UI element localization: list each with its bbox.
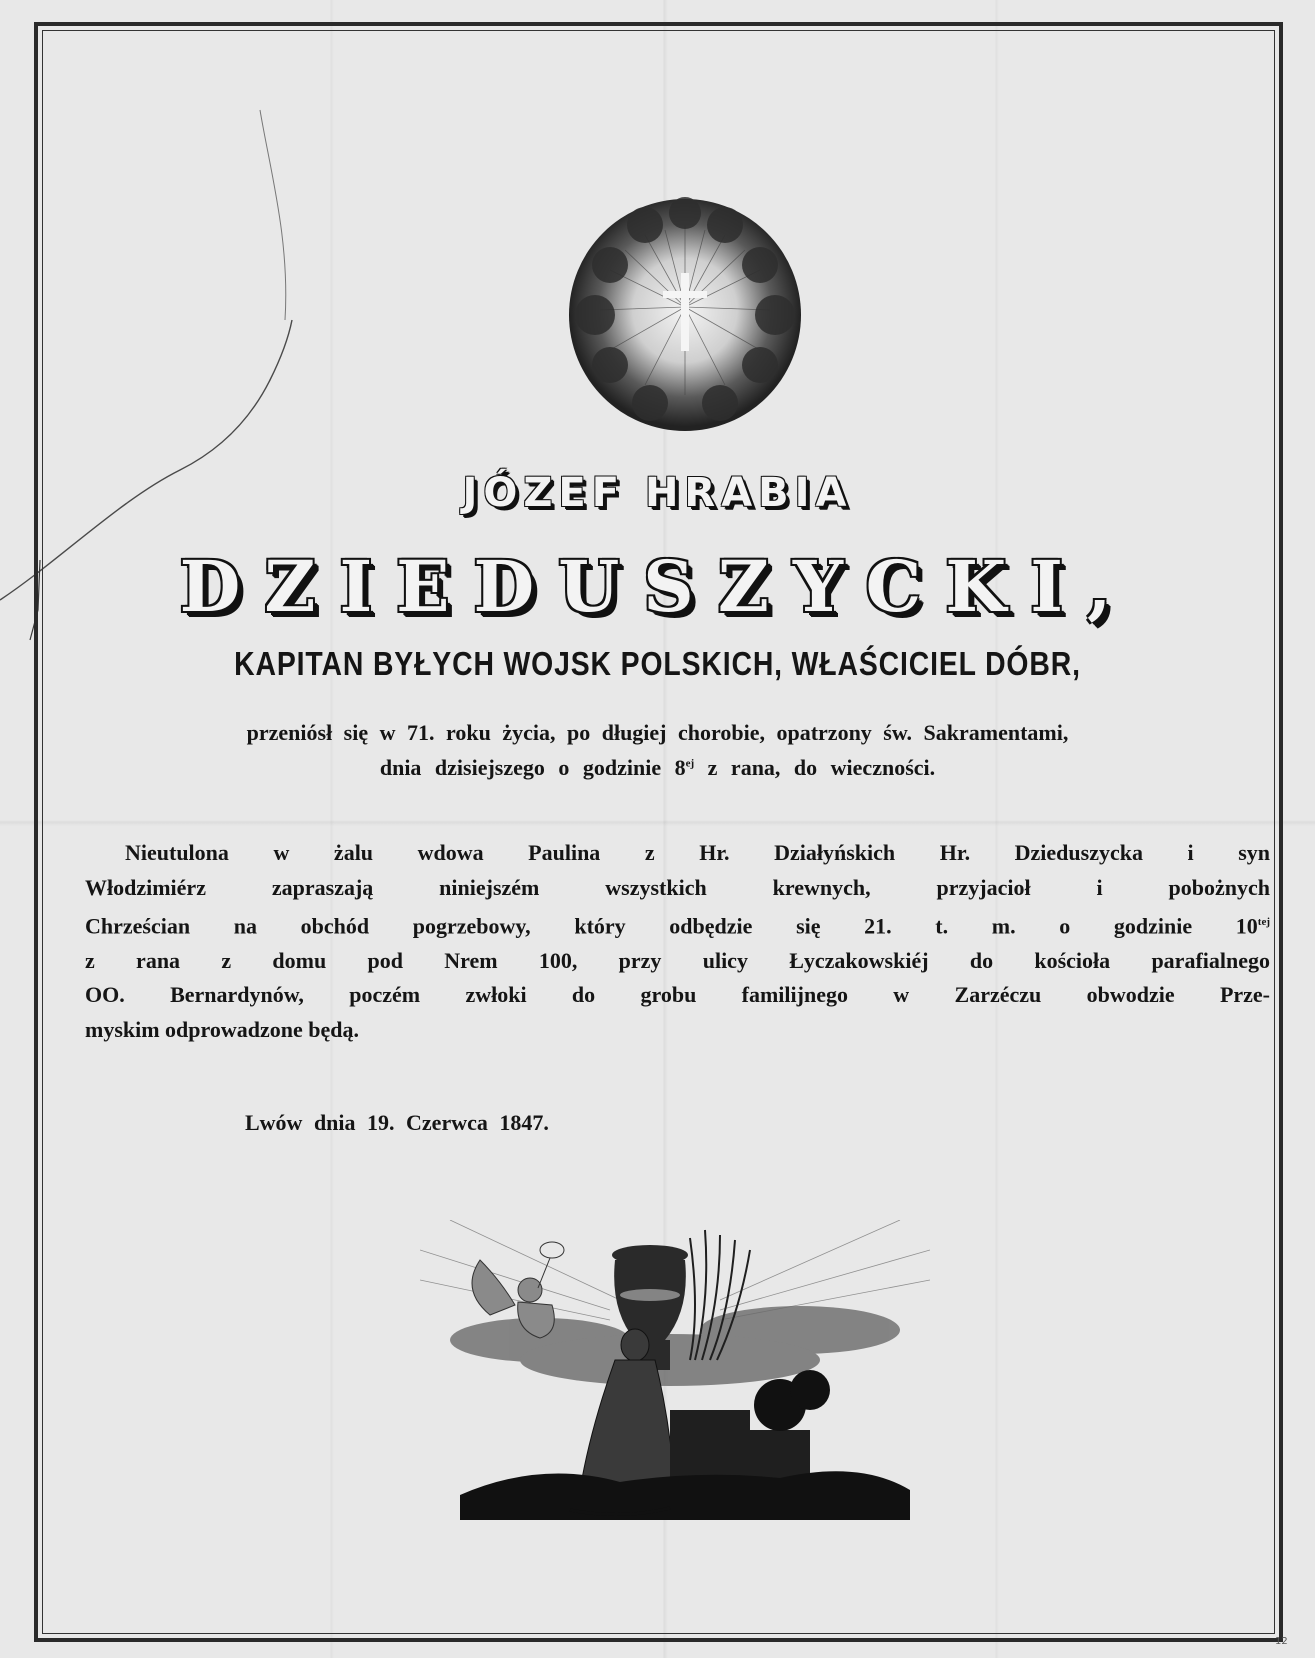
announcement-line-1: przeniósł się w 71. roku życia, po długiej chorobie, opatrzony św. Sakramentami, (246, 720, 1069, 745)
announcement-line-2-b: z rana, do wieczności. (694, 755, 936, 780)
invitation-row-4: z rana z domu pod Nrem 100, przy ulicy Łyczakowskiéj do kościoła parafialnego (85, 947, 1270, 973)
announcement-line-2-sup: ej (685, 757, 695, 770)
page-number: 12 (1275, 1636, 1288, 1647)
cross-in-clouds-vignette (565, 195, 805, 435)
invitation-row-5: OO. Bernardynów, poczém zwłoki do grobu familijnego w Zarzéczu obwodzie Prze- (85, 982, 1270, 1008)
invitation-row-3 (85, 905, 1270, 944)
invitation-row-6: myskim odprowadzone będą. (85, 1016, 360, 1042)
rank-and-title: KAPITAN BYŁYCH WOJSK POLSKICH, WŁAŚCICIEL DÓBR, (234, 645, 1081, 682)
mourning-scene-vignette (420, 1220, 930, 1520)
invitation-row-3-sup: tej (1257, 916, 1270, 928)
invitation-row-3-text: Chrześcian na obchód pogrzebowy, który odbędzie się 21. t. m. o godzinie 10 (85, 913, 1258, 939)
invitation-row-1: Nieutulona w żalu wdowa Paulina z Hr. Działyńskich Hr. Dzieduszycka i syn (125, 840, 1270, 865)
announcement-line-2-a: dnia dzisiejszego o godzinie 8 (379, 755, 686, 780)
surname: DZIEDUSZYCKI, (179, 545, 1136, 628)
invitation-row-2: Włodzimiérz zapraszają niniejszém wszystkich krewnych, przyjacioł i pobożnych (85, 874, 1270, 900)
invitation-paragraph (85, 836, 1270, 1047)
date-line: Lwów dnia 19. Czerwca 1847. (245, 1110, 549, 1135)
announcement-line-2 (50, 755, 1265, 781)
name-first-line: JÓZEF HRABIA (462, 470, 853, 516)
